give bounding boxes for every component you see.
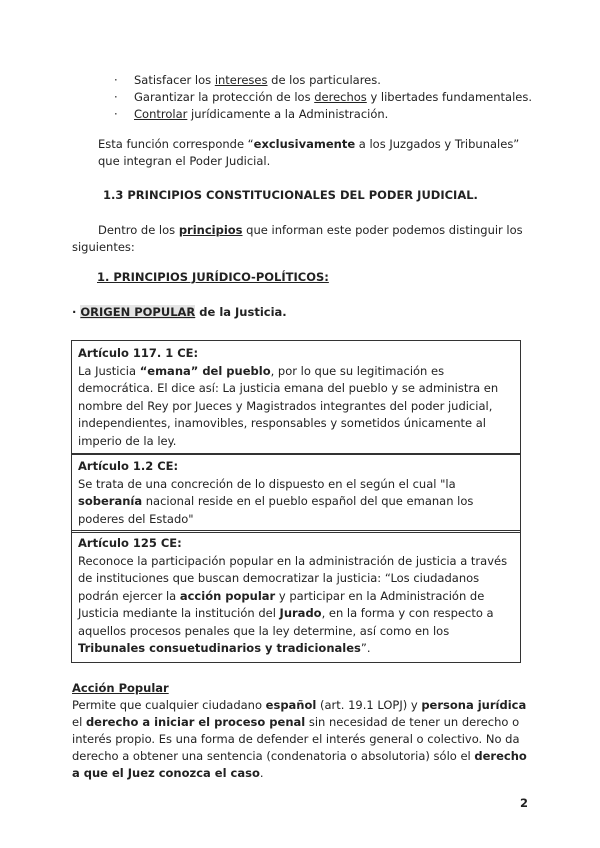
article-box-1-2 (71, 453, 521, 533)
list-item: · Controlar jurídicamente a la Administración. (114, 106, 532, 123)
section-heading-1-3: 1.3 PRINCIPIOS CONSTITUCIONALES DEL PODER JUDICIAL. (103, 188, 478, 202)
accion-popular-section (72, 680, 532, 782)
article-text: Se trata de una concreción de lo dispuesto en el según el cual "la soberanía nacional reside en el pueblo español del que emanan los poderes del Estado" (78, 476, 474, 526)
article-title: Artículo 117. 1 CE: (78, 346, 199, 360)
origin-popular-heading: · ORIGEN POPULAR de la Justicia. (72, 305, 287, 319)
subsection-heading-1: 1. PRINCIPIOS JURÍDICO-POLÍTICOS: (97, 270, 329, 284)
article-box-125 (71, 530, 521, 663)
bullet-list (114, 72, 532, 123)
article-text: La Justicia “emana” del pueblo, por lo que su legitimación es democrática. El dice así: La justicia emana del pueblo y se administra en nombre del Rey por Jueces y Magistrados integrantes del poder judicial, independientes, inamovibles, responsables y sometidos únicamente al imperio de la ley. (78, 363, 499, 448)
list-item: · Garantizar la protección de los derechos y libertades fundamentales. (114, 89, 532, 106)
list-item: · Satisfacer los intereses de los particulares. (114, 72, 532, 89)
article-text: Reconoce la participación popular en la administración de justicia a través de instituciones que buscan democratizar la justicia: “Los ciudadanos podrán ejercer la acción popular y participar en la Administración de Justicia mediante la institución del Jurado, en la forma y con respecto a aquellos procesos penales que la ley determine, así como en los Tribunales consuetudinarios y tradicionales”. (78, 553, 508, 655)
article-title: Artículo 125 CE: (78, 536, 182, 550)
article-box-117 (71, 340, 521, 455)
section-title: Acción Popular (72, 681, 169, 695)
paragraph-principios: Dentro de los principios que informan este poder podemos distinguir los siguientes: (72, 223, 523, 254)
paragraph-exclusivamente: Esta función corresponde “exclusivamente a los Juzgados y Tribunales” que integran el Poder Judicial. (98, 137, 520, 168)
section-text: Permite que cualquier ciudadano español (art. 19.1 LOPJ) y persona jurídica el derecho a iniciar el proceso penal sin necesidad de tener un derecho o interés propio. Es una forma de defender el interés general o colectivo. No da derecho a obtener una sentencia (condenatoria o absolutoria) sólo el derecho a que el Juez conozca el caso. (72, 698, 527, 780)
page-number: 2 (519, 796, 528, 810)
article-title: Artículo 1.2 CE: (78, 459, 179, 473)
